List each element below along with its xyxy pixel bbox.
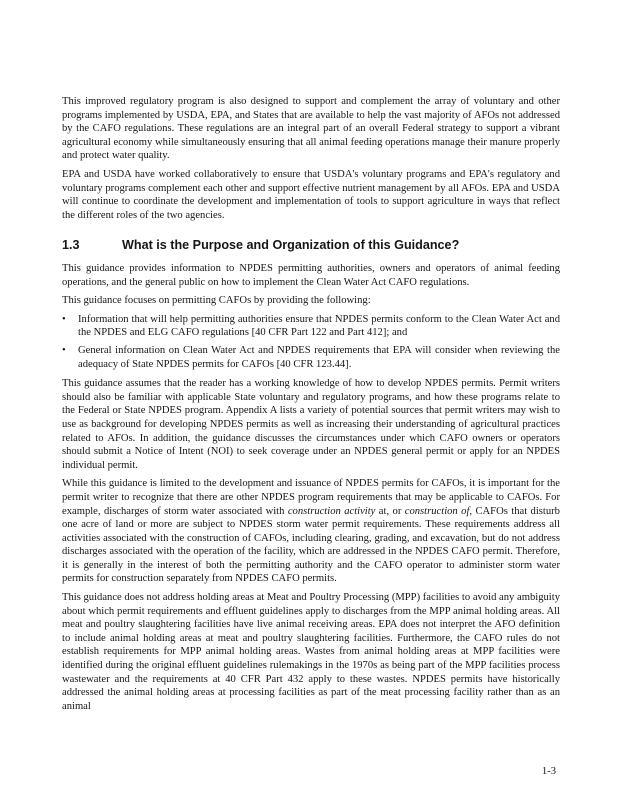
storm-italic-construction-activity: construction activity <box>287 505 376 517</box>
purpose-paragraph: This guidance provides information to NPDES permitting authorities, owners and operators of animal feeding operations, and the general public on how to implement the Clean Water Act CAFO regulations. <box>62 263 560 288</box>
bullet-item <box>62 344 560 371</box>
mpp-paragraph: This guidance does not address holding areas at Meat and Poultry Processing (MPP) facilities to avoid any ambiguity about which permit requirements and effluent guidelines apply to discharges from the MPP animal holding areas. All meat and poultry slaughtering facilities have live animal receiving areas. EPA does not interpret the AFO definition to include animal holding areas at meat and poultry slaughtering facilities. Furthermore, the CAFO rules do not establish requirements for MPP animal holding areas. Wastes from animal holding areas at MPP facilities were identified during the original effluent guidelines rulemakings in the 1970s as being part of the MPP facilities process wastewater and the requirements at 40 CFR Part 432 apply to these wastes. NPDES permits have historically addressed the animal holding areas at processing facilities as part of the meat processing facility rather than as an animal <box>62 592 560 712</box>
section-body <box>62 262 560 718</box>
intro-block <box>62 95 560 227</box>
bullet-text: General information on Clean Water Act and NPDES requirements that EPA will consider when reviewing the adequacy of State NPDES permits for CAFOs [40 CFR 123.44]. <box>78 344 560 370</box>
storm-text-end: , CAFOs that disturb one acre of land or more are subject to NPDES storm water permit requirements. These requirements address all activities associated with the construction of CAFOs, including clearing, grading, and excavation, but do not address discharges associated with the operation of the facility, which are addressed in the NPDES CAFO permit. Therefore, it is generally in the interest of both the permitting authority and the CAFO operator to administer storm water permits for construction separately from NPDES CAFO permits. <box>62 505 560 585</box>
bullet-icon: • <box>62 344 66 356</box>
bullet-text: Information that will help permitting authorities ensure that NPDES permits conform to the Clean Water Act and the NPDES and ELG CAFO regulations [40 CFR Part 122 and Part 412]; and <box>78 313 560 339</box>
storm-water-paragraph <box>62 477 560 586</box>
section-number: 1.3 <box>62 238 80 252</box>
section-title: What is the Purpose and Organization of this Guidance? <box>122 238 460 252</box>
bullet-icon: • <box>62 313 66 325</box>
intro-paragraph-1: This improved regulatory program is also designed to support and complement the array of voluntary and other programs implemented by USDA, EPA, and States that are available to help the vast majority of AFOs not addressed by the CAFO regulations. These regulations are an integral part of an overall Federal strategy to support a vibrant agricultural economy while simultaneously ensuring that all animal feeding operations manage their manure properly and protect water quality. <box>62 96 560 162</box>
focus-paragraph: This guidance focuses on permitting CAFOs by providing the following: <box>62 295 371 307</box>
intro-paragraph-2: EPA and USDA have worked collaboratively to ensure that USDA's voluntary programs and EPA's regulatory and voluntary programs complement each other and support effective nutrient management by all AFOs. EPA and USDA will continue to coordinate the development and implementation of tools to support agriculture in ways that reflect the different roles of the two agencies. <box>62 168 560 221</box>
storm-text-middle: at, or <box>375 505 405 517</box>
bullet-list <box>62 313 560 371</box>
assumes-paragraph: This guidance assumes that the reader has a working knowledge of how to develop NPDES permits. Permit writers should also be familiar with applicable State voluntary and regulatory programs, and how these programs relate to the Federal or State NPDES program. Appendix A lists a variety of potential sources that permit writers may wish to use as background for developing NPDES permits as well as increasing their understanding of agricultural practices related to AFOs. In addition, the guidance discusses the circumstances under which CAFO owners or operators should submit a Notice of Intent (NOI) to seek coverage under an NPDES general permit or apply for an NPDES individual permit. <box>62 378 560 471</box>
section-heading <box>62 238 560 252</box>
page-number: 1-3 <box>541 766 556 777</box>
storm-italic-construction-of: construction of <box>404 505 470 517</box>
storm-text-start: While this guidance is limited to the development and issuance of NPDES permits for CAFOs, it is important for the permit writer to recognize that there are other NPDES program requirements that may be applicable to CAFOs. For example, discharges of storm water associated with <box>62 478 560 517</box>
bullet-item <box>62 313 560 340</box>
